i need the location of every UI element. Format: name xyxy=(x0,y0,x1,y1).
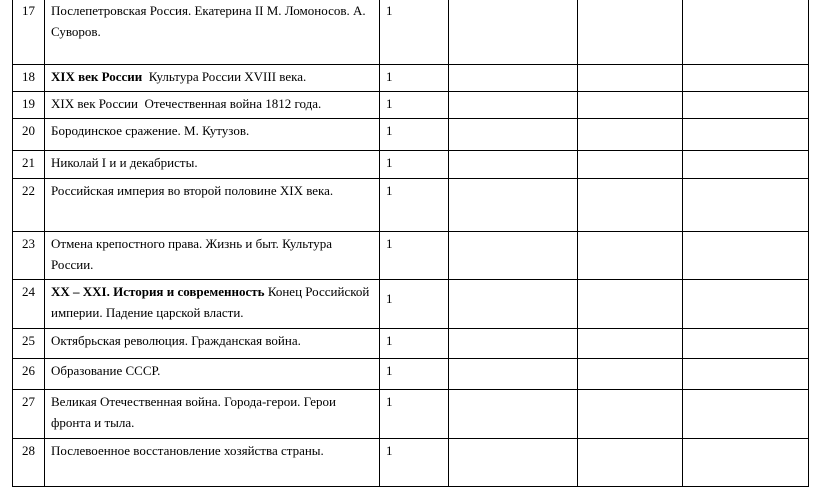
topic-text: Послевоенное восстановление хозяйства страны. xyxy=(51,443,324,458)
topic-text: Образование СССР. xyxy=(51,363,161,378)
table-row xyxy=(13,280,809,329)
lesson-topic xyxy=(45,390,380,439)
table-row xyxy=(13,92,809,119)
topic-text: Культура России XVIII века. xyxy=(148,69,307,84)
empty-cell xyxy=(578,280,683,329)
topic-text: Конец Российской империи. Падение царской власти. xyxy=(51,284,370,320)
lesson-hours xyxy=(380,280,449,329)
section-heading: XX – XXI. История и современность xyxy=(51,284,265,299)
table-row xyxy=(13,359,809,390)
lesson-topic xyxy=(45,151,380,179)
lesson-topic xyxy=(45,329,380,359)
empty-cell xyxy=(449,151,578,179)
lesson-number: 21 xyxy=(13,151,45,179)
lesson-number: 28 xyxy=(13,439,45,487)
lesson-topic xyxy=(45,280,380,329)
empty-cell xyxy=(683,0,809,65)
lesson-hours: 1 xyxy=(380,119,449,151)
lesson-topic xyxy=(45,119,380,151)
lesson-topic xyxy=(45,179,380,232)
empty-cell xyxy=(578,179,683,232)
empty-cell xyxy=(449,92,578,119)
lesson-hours: 1 xyxy=(380,390,449,439)
lesson-number: 22 xyxy=(13,179,45,232)
lesson-hours: 1 xyxy=(380,65,449,92)
empty-cell xyxy=(683,92,809,119)
lesson-number: 26 xyxy=(13,359,45,390)
lesson-hours: 1 xyxy=(380,179,449,232)
lesson-number: 19 xyxy=(13,92,45,119)
topic-text: Российская империя во второй половине XIX века. xyxy=(51,183,334,198)
empty-cell xyxy=(449,280,578,329)
lesson-hours: 1 xyxy=(380,92,449,119)
table-row xyxy=(13,439,809,487)
lesson-plan-table xyxy=(12,0,809,487)
empty-cell xyxy=(683,232,809,280)
section-heading: XIX век России xyxy=(51,69,143,84)
lesson-hours: 1 xyxy=(380,0,449,65)
lesson-hours: 1 xyxy=(380,439,449,487)
empty-cell xyxy=(578,65,683,92)
lesson-hours: 1 xyxy=(380,359,449,390)
table-row xyxy=(13,329,809,359)
table-row xyxy=(13,65,809,92)
lesson-number: 24 xyxy=(13,280,45,329)
empty-cell xyxy=(449,119,578,151)
empty-cell xyxy=(683,280,809,329)
empty-cell xyxy=(449,65,578,92)
lesson-hours: 1 xyxy=(380,329,449,359)
empty-cell xyxy=(578,390,683,439)
topic-text: Октябрьская революция. Гражданская война. xyxy=(51,333,301,348)
topic-text: Бородинское сражение. М. Кутузов. xyxy=(51,123,250,138)
empty-cell xyxy=(578,232,683,280)
topic-text: XIX век России Отечественная война 1812 года. xyxy=(51,96,322,111)
lesson-hours: 1 xyxy=(380,151,449,179)
hours-value: 1 xyxy=(386,291,393,306)
lesson-topic xyxy=(45,92,380,119)
lesson-number: 25 xyxy=(13,329,45,359)
lesson-hours: 1 xyxy=(380,232,449,280)
empty-cell xyxy=(683,439,809,487)
empty-cell xyxy=(578,151,683,179)
lesson-topic xyxy=(45,439,380,487)
topic-text: Николай I и и декабристы. xyxy=(51,155,198,170)
empty-cell xyxy=(683,119,809,151)
lesson-number: 17 xyxy=(13,0,45,65)
empty-cell xyxy=(683,179,809,232)
lesson-number: 23 xyxy=(13,232,45,280)
lesson-number: 20 xyxy=(13,119,45,151)
table-row xyxy=(13,119,809,151)
lesson-topic xyxy=(45,65,380,92)
empty-cell xyxy=(578,359,683,390)
empty-cell xyxy=(578,329,683,359)
empty-cell xyxy=(683,329,809,359)
empty-cell xyxy=(449,329,578,359)
empty-cell xyxy=(578,119,683,151)
empty-cell xyxy=(578,92,683,119)
lesson-topic xyxy=(45,359,380,390)
empty-cell xyxy=(449,359,578,390)
lesson-number: 18 xyxy=(13,65,45,92)
table-row xyxy=(13,179,809,232)
topic-text: Великая Отечественная война. Города-герои. Герои фронта и тыла. xyxy=(51,394,336,430)
lesson-number: 27 xyxy=(13,390,45,439)
topic-text: Послепетровская Россия. Екатерина II М. Ломоносов. А. Суворов. xyxy=(51,3,366,39)
table-row xyxy=(13,390,809,439)
empty-cell xyxy=(449,439,578,487)
empty-cell xyxy=(578,0,683,65)
empty-cell xyxy=(683,65,809,92)
lesson-topic xyxy=(45,0,380,65)
table-row xyxy=(13,0,809,65)
empty-cell xyxy=(449,0,578,65)
empty-cell xyxy=(449,232,578,280)
empty-cell xyxy=(449,390,578,439)
lesson-topic xyxy=(45,232,380,280)
table-row xyxy=(13,151,809,179)
empty-cell xyxy=(683,151,809,179)
topic-text: Отмена крепостного права. Жизнь и быт. Культура России. xyxy=(51,236,332,272)
empty-cell xyxy=(683,390,809,439)
empty-cell xyxy=(449,179,578,232)
table-row xyxy=(13,232,809,280)
empty-cell xyxy=(578,439,683,487)
empty-cell xyxy=(683,359,809,390)
